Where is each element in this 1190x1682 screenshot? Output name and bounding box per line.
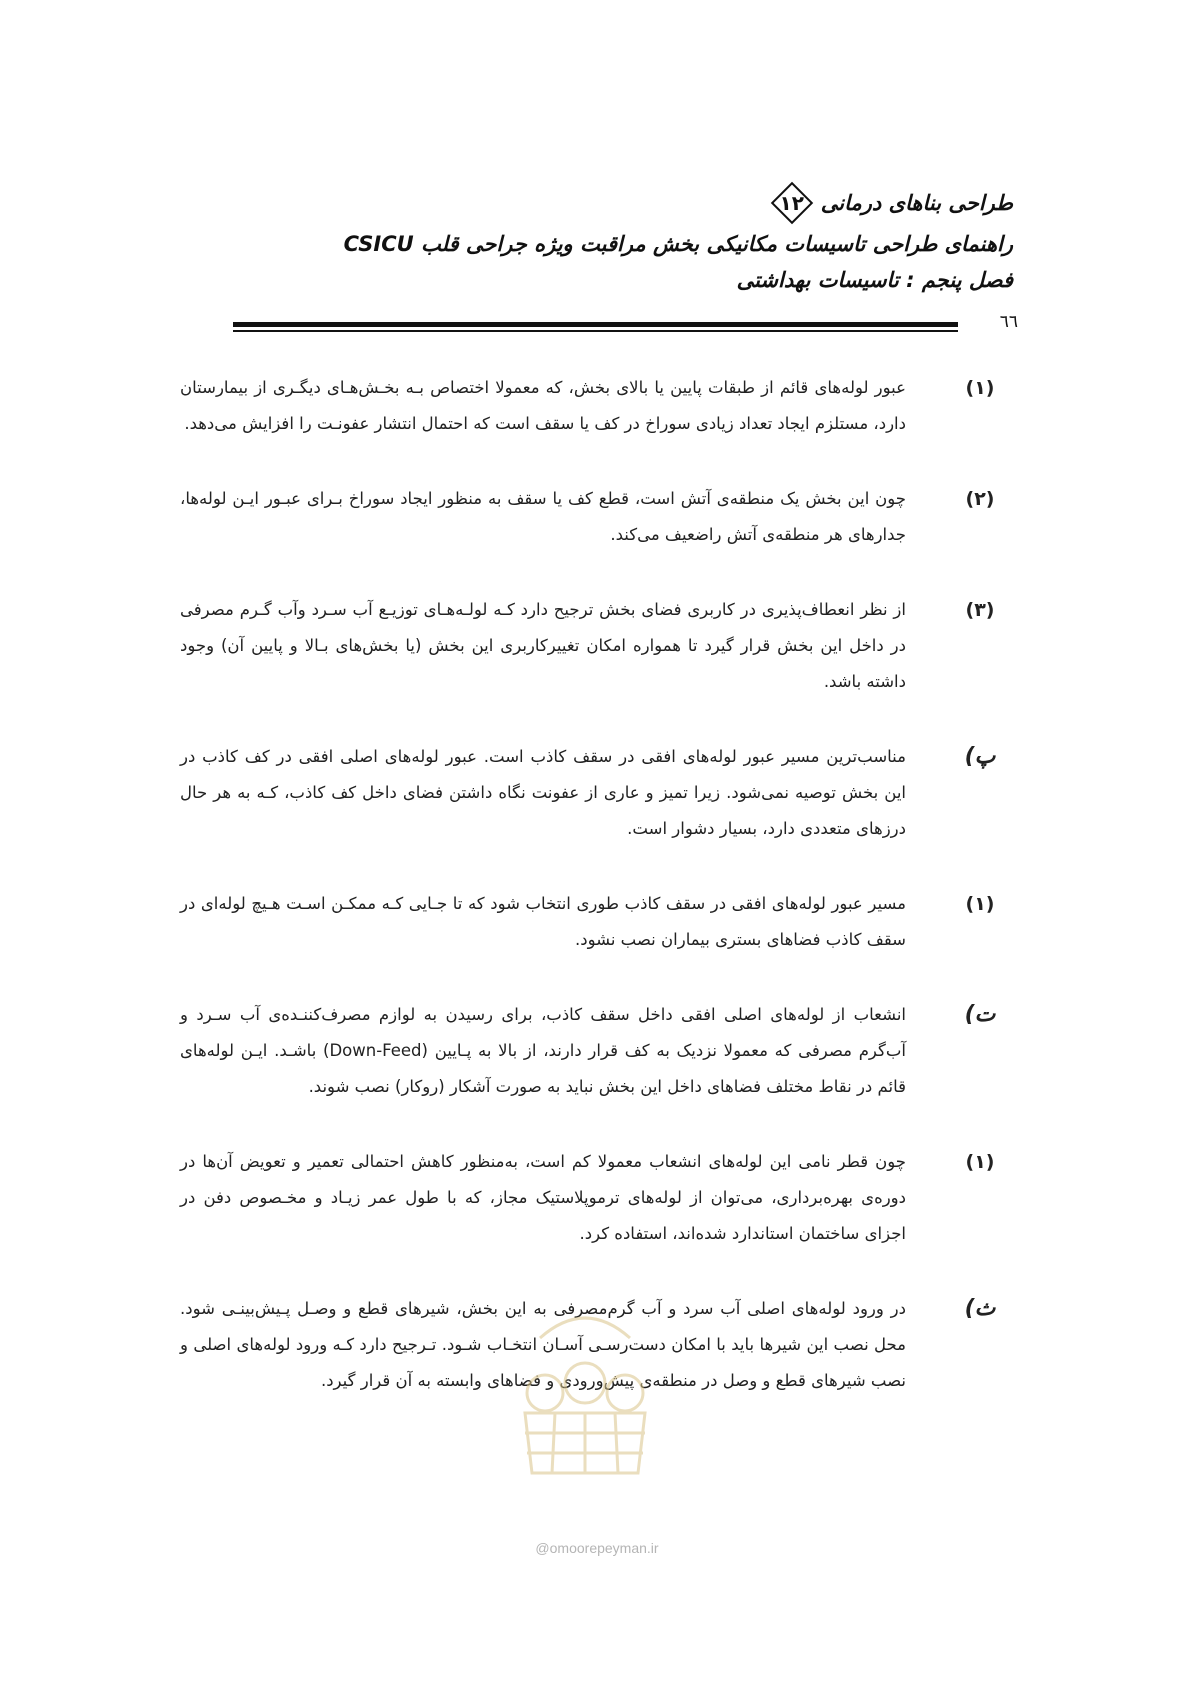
page-number: ٦٦ xyxy=(999,312,1018,332)
item-marker: (۱) xyxy=(965,893,995,915)
series-title-row xyxy=(173,180,1013,226)
item-marker: پ) xyxy=(964,744,996,769)
item-text: عبور لوله‌های قائم از طبقات پایین یا بالای بخش، که معمولا اختصاص بـه بخـش‌هـای دیگـری از بیمارستان دارد، مستلزم ایجاد تعداد زیادی سوراخ در کف یا سقف است که احتمال انتشار عفونـت را افزایش می‌دهد. xyxy=(180,378,906,433)
header-rule-thick xyxy=(233,322,958,327)
header-rule-thin xyxy=(233,330,958,332)
chapter-title: فصل پنجم : تاسیسات بهداشتی xyxy=(736,268,1013,292)
item-text: چون قطر نامی این لوله‌های انشعاب معمولا کم است، به‌منظور کاهش احتمالی تعمیر و تعویض آن‌ها در دوره‌ی بهره‌برداری، می‌توان از لوله‌های ترموپلاستیک مجاز، که با طول عمر زیـاد و مخـصوص دفن در اجزای ساختمان استاندارد شده‌اند، استفاده کرد. xyxy=(180,1152,906,1243)
series-title: طراحی بناهای درمانی xyxy=(820,191,1013,215)
document-subtitle: راهنمای طراحی تاسیسات مکانیکی بخش مراقبت ویژه جراحی قلب CSICU xyxy=(343,232,1013,256)
list-item xyxy=(180,886,1000,958)
item-text: چون این بخش یک منطقه‌ی آتش است، قطع کف یا سقف به منظور ایجاد سوراخ بـرای عبـور ایـن لوله‌ها، جدارهای هر منطقه‌ی آتش راضعیف می‌کند. xyxy=(180,489,906,544)
item-text: مسیر عبور لوله‌های افقی در سقف کاذب طوری انتخاب شود که تا جـایی کـه ممکـن اسـت هـیچ لوله‌ای در سقف کاذب فضاهای بستری بیماران نصب نشود. xyxy=(180,894,906,949)
item-text: مناسب‌ترین مسیر عبور لوله‌های افقی در سقف کاذب است. عبور لوله‌های اصلی افقی در کف کاذب در این بخش توصیه نمی‌شود. زیرا تمیز و عاری از عفونت نگاه داشتن فضای داخل کف کاذب، کـه به هر حال درزهای متعددی دارد، بسیار دشوار است. xyxy=(180,747,906,838)
page-body xyxy=(180,370,1000,1438)
list-item xyxy=(180,1144,1000,1252)
list-item xyxy=(180,370,1000,442)
list-item xyxy=(180,997,1000,1105)
item-marker: ث) xyxy=(964,1296,996,1321)
list-item xyxy=(180,592,1000,700)
item-text: در ورود لوله‌های اصلی آب سرد و آب گرم‌مصرفی به این بخش، شیرهای قطع و وصـل پـیش‌بینـی شود. محل نصب این شیرها باید با امکان دست‌رسـی آسـان انتخـاب شـود. تـرجیح دارد کـه ورود لوله‌های اصلی و نصب شیرهای قطع و وصل در منطقه‌ی پیش‌ورودی و فضاهای وابسته به آن قرار گیرد. xyxy=(180,1299,906,1390)
page-header xyxy=(173,180,1013,298)
item-marker: (۳) xyxy=(965,599,995,621)
item-text: انشعاب از لوله‌های اصلی افقی داخل سقف کاذب، برای رسیدن به لوازم مصرف‌کننـده‌ی آب سـرد و آب‌گرم مصرفی که معمولا نزدیک به کف قرار دارند، از بالا به پـایین (Down-Feed) باشـد. ایـن لوله‌های قائم در نقاط مختلف فضاهای داخل این بخش نباید به صورت آشکار (روکار) نصب شوند. xyxy=(180,1005,906,1096)
item-marker: (۲) xyxy=(965,488,995,510)
list-item xyxy=(180,481,1000,553)
watermark-logo-icon xyxy=(500,1298,670,1488)
item-marker: ت) xyxy=(964,1002,996,1027)
item-marker: (۱) xyxy=(965,1151,995,1173)
item-text: از نظر انعطاف‌پذیری در کاربری فضای بخش ترجیح دارد کـه لولـه‌هـای توزیـع آب سـرد وآب گـرم مصرفی در داخل این بخش قرار گیرد تا همواره امکان تغییرکاربری این بخش (یا بخش‌های بـالا و پایین آن) وجود داشته باشد. xyxy=(180,600,906,691)
item-marker: (۱) xyxy=(965,377,995,399)
series-number: ۱۲ xyxy=(779,191,804,215)
watermark-text: @omoorepeyman.ir xyxy=(535,1540,659,1556)
list-item xyxy=(180,739,1000,847)
diamond-number-badge xyxy=(769,180,815,226)
